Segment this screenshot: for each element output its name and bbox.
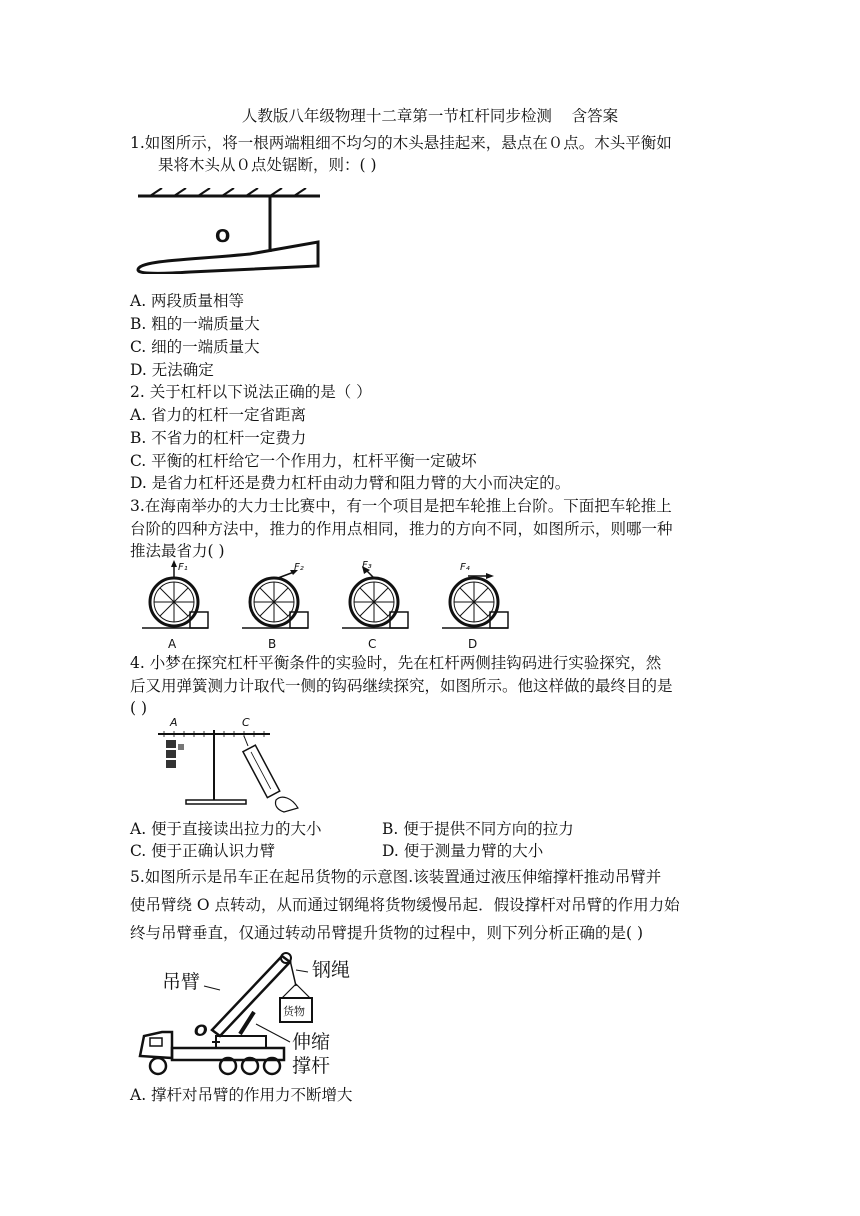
q3-stem-line3: 推法最省力( ) [130,542,225,560]
q4-stem-line3: ( ) [130,699,148,717]
q5-stem-line2: 使吊臂绕 O 点转动，从而通过钢绳将货物缓慢吊起．假设撑杆对吊臂的作用力始 [130,896,680,914]
q5-stem-line1: 5.如图所示是吊车正在起吊货物的示意图.该装置通过液压伸缩撑杆推动吊臂并 [130,868,662,886]
q3-wheel-d [442,562,508,651]
q3-force-label-a: F₁ [178,562,188,573]
q2-option-a[interactable]: A. 省力的杠杆一定省距离 [130,406,307,424]
q1-option-b[interactable]: B. 粗的一端质量大 [130,315,260,333]
q4-label-a: A [170,716,178,729]
q1-pivot-label: O [215,226,231,247]
q3-wheel-c [342,560,408,651]
q2-option-b[interactable]: B. 不省力的杠杆一定费力 [130,429,307,447]
q3-figure-wheels [138,560,518,652]
q5-label-strut-2: 撑杆 [292,1055,331,1077]
q5-label-rope: 钢绳 [312,959,351,981]
q4-option-b[interactable]: B. 便于提供不同方向的拉力 [382,820,574,838]
q3-wheel-b [242,562,308,651]
q1-stem-line2: 果将木头从０点处锯断，则：( ) [158,156,377,174]
q3-force-label-c: F₃ [362,560,372,571]
q4-stem-line2: 后又用弹簧测力计取代一侧的钩码继续探究，如图所示。他这样做的最终目的是 [130,677,673,695]
q1-option-a[interactable]: A. 两段质量相等 [130,292,245,310]
q1-stem-line1: 1.如图所示，将一根两端粗细不均匀的木头悬挂起来，悬点在０点。木头平衡如 [130,134,672,152]
q3-wheel-letter-a: A [168,637,177,651]
q3-wheel-letter-d: D [468,637,478,651]
q4-option-a[interactable]: A. 便于直接读出拉力的大小 [130,820,322,838]
q3-force-label-d: F₄ [460,562,470,573]
q5-stem-line3: 终与吊臂垂直，仅通过转动吊臂提升货物的过程中，则下列分析正确的是( ) [130,924,644,942]
q2-option-d[interactable]: D. 是省力杠杆还是费力杠杆由动力臂和阻力臂的大小而决定的。 [130,474,571,492]
q5-label-arm: 吊臂 [162,971,201,993]
q2-option-c[interactable]: C. 平衡的杠杆给它一个作用力，杠杆平衡一定破坏 [130,452,477,470]
q5-pivot-label: O [194,1021,208,1040]
q4-option-c[interactable]: C. 便于正确认识力臂 [130,842,276,860]
q4-figure-lever [150,716,310,816]
q4-label-c: C [242,716,250,729]
q1-option-c[interactable]: C. 细的一端质量大 [130,338,260,356]
document-title: 人教版八年级物理十二章第一节杠杆同步检测 含答案 [241,107,619,125]
q3-force-label-b: F₂ [294,562,304,573]
q3-wheel-letter-b: B [268,637,277,651]
q3-wheel-letter-c: C [368,637,377,651]
q3-wheel-a [142,560,208,651]
q4-stem-line1: 4. 小梦在探究杠杆平衡条件的实验时，先在杠杆两侧挂钩码进行实验探究，然 [130,654,662,672]
q5-label-cargo: 货物 [283,1005,305,1018]
q5-label-strut-1: 伸缩 [292,1031,331,1053]
q3-stem-line2: 台阶的四种方法中，推力的作用点相同，推力的方向不同，如图所示，则哪一种 [130,520,673,538]
q1-option-d[interactable]: D. 无法确定 [130,361,214,379]
q2-stem: 2. 关于杠杆以下说法正确的是（ ） [130,383,372,401]
q5-option-a[interactable]: A. 撑杆对吊臂的作用力不断增大 [130,1086,353,1104]
q1-figure-log [130,188,330,274]
q5-figure-crane [132,946,382,1082]
q3-stem-line1: 3.在海南举办的大力士比赛中，有一个项目是把车轮推上台阶。下面把车轮推上 [130,497,672,515]
q4-option-d[interactable]: D. 便于测量力臂的大小 [382,842,544,860]
